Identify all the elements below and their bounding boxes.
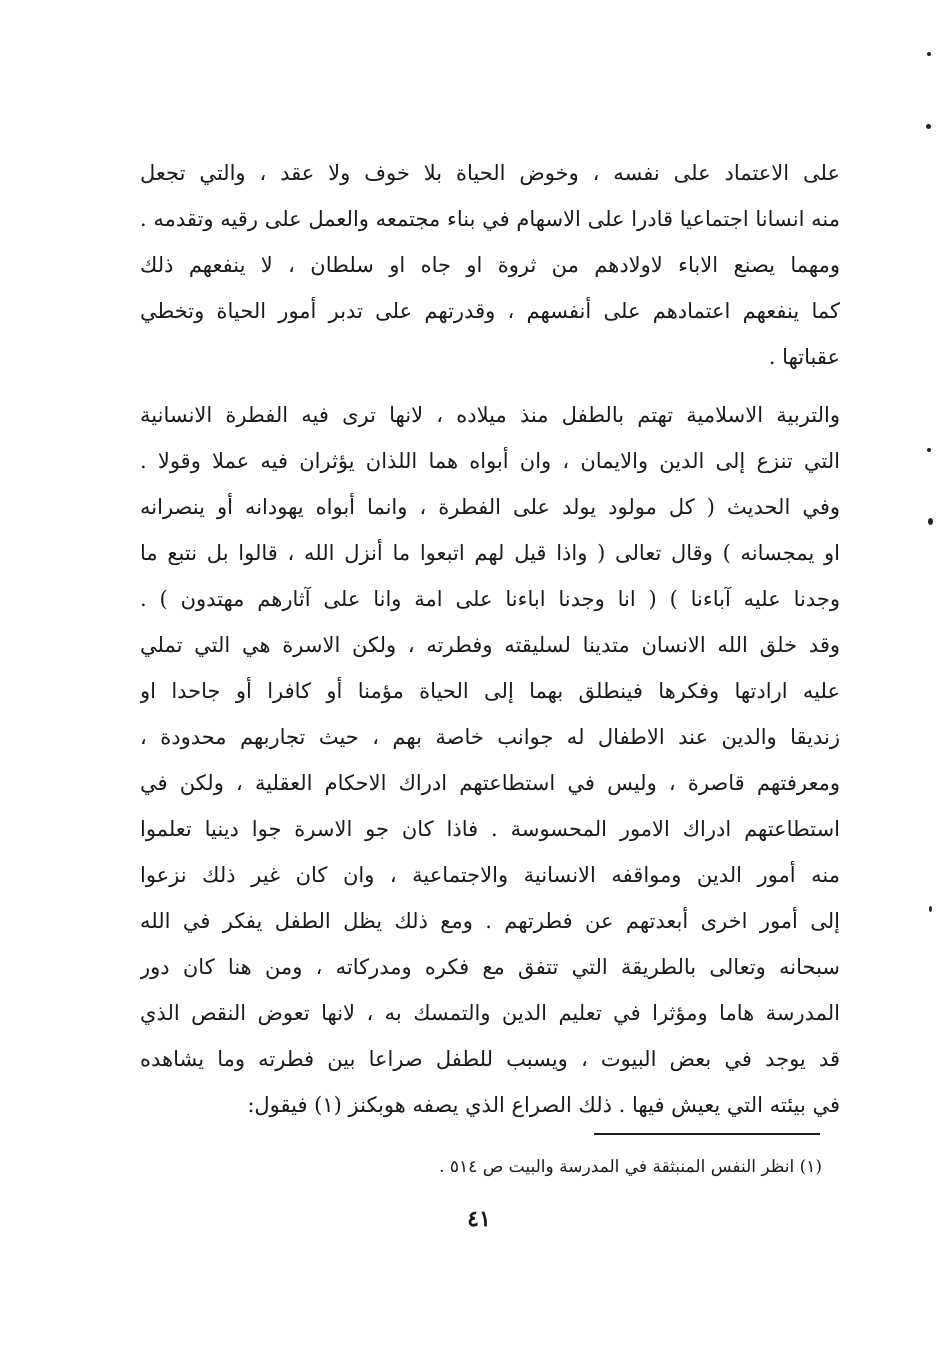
scan-speck [926,124,931,129]
scan-speck [928,518,933,525]
text-line: منه أمور الدين ومواقفه الانسانية والاجتماعية ، وان كان غير ذلك نزعوا [140,863,840,887]
text-line: ومهما يصنع الاباء لاولادهم من ثروة او جاه او سلطان ، لا ينفعهم ذلك [140,253,840,277]
text-line: على الاعتماد على نفسه ، وخوض الحياة بلا خوف ولا عقد ، والتي تجعل [140,161,840,185]
text-line: وقد خلق الله الانسان متدينا لسليقته وفطرته ، ولكن الاسرة هي التي تملي [140,633,840,657]
scan-speck [927,52,931,56]
text-line: في بيئته التي يعيش فيها . ذلك الصراع الذي يصفه هوبكنز (١) فيقول: [247,1093,840,1117]
text-line: منه انسانا اجتماعيا قادرا على الاسهام في بناء مجتمعه والعمل على رقيه وتقدمه . [140,207,840,231]
text-line: التي تنزع إلى الدين والايمان ، وان أبواه هما اللذان يؤثران فيه عملا وقولا . [140,449,840,473]
paragraph-2 [140,392,840,1128]
text-line: عليه ارادتها وفكرها فينطلق بهما إلى الحياة مؤمنا أو كافرا أو جاحدا او [140,679,840,703]
text-line: ومعرفتهم قاصرة ، وليس في استطاعتهم ادراك الاحكام العقلية ، ولكن في [140,771,840,795]
text-line: المدرسة هاما ومؤثرا في تعليم الدين والتمسك به ، لانها تعوض النقص الذي [140,1001,840,1025]
text-line: عقباتها . [768,345,840,369]
footnote-divider [594,1133,820,1135]
text-line: استطاعتهم ادراك الامور المحسوسة . فاذا كان جو الاسرة جوا دينيا تعلموا [140,817,840,841]
text-line: قد يوجد في بعض البيوت ، ويسبب للطفل صراعا بين فطرته وما يشاهده [140,1047,840,1071]
scan-speck [929,906,932,912]
text-line: وجدنا عليه آباءنا ) ( انا وجدنا اباءنا على امة وانا على آثارهم مهتدون ) . [140,587,840,611]
footnote: (١) انظر النفس المنبثقة في المدرسة والبيت ص ٥١٤ . [439,1157,822,1177]
text-line: او يمجسانه ) وقال تعالى ( واذا قيل لهم اتبعوا ما أنزل الله ، قالوا بل نتبع ما [140,541,840,565]
text-line: والتربية الاسلامية تهتم بالطفل منذ ميلاده ، لانها ترى فيه الفطرة الانسانية [140,403,840,427]
text-line: كما ينفعهم اعتمادهم على أنفسهم ، وقدرتهم على تدبر أمور الحياة وتخطي [140,299,840,323]
paragraph-1 [140,150,840,380]
page-number: ٤١ [467,1206,491,1232]
text-line: وفي الحديث ( كل مولود يولد على الفطرة ، وانما أبواه يهودانه أو ينصرانه [140,495,840,519]
text-line: سبحانه وتعالى بالطريقة التي تتفق مع فكره ومدركاته ، ومن هنا كان دور [140,955,840,979]
text-line: زنديقا والدين عند الاطفال له جوانب خاصة بهم ، حيث تجاربهم محدودة ، [140,725,840,749]
text-line: إلى أمور اخرى أبعدتهم عن فطرتهم . ومع ذلك يظل الطفل يفكر في الله [140,909,840,933]
scan-speck [927,448,931,452]
